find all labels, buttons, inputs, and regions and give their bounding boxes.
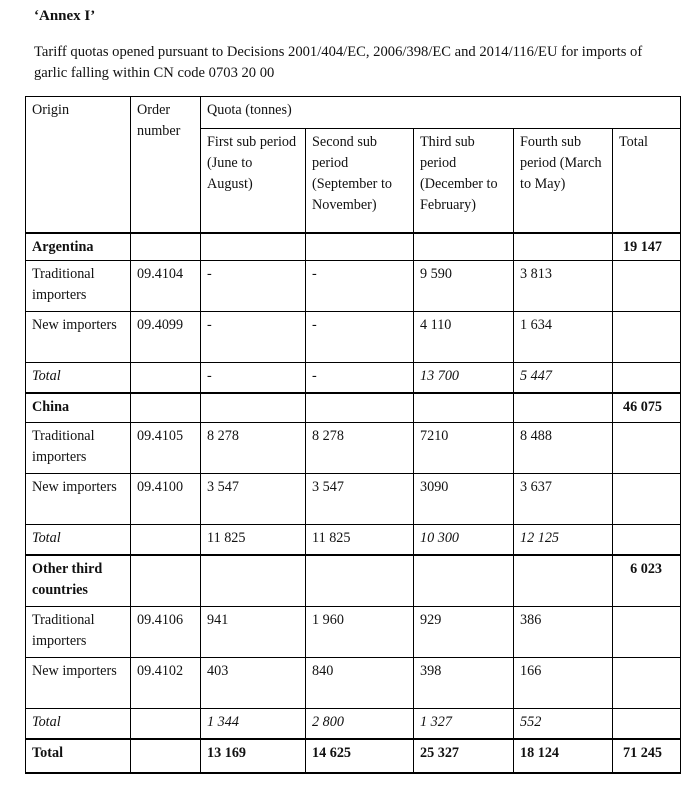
quota-q1: 941 [201, 607, 306, 658]
header-sub-period-3: Third sub period (December to February) [414, 129, 514, 233]
quota-q1: 3 547 [201, 474, 306, 525]
row-label: New importers [26, 474, 131, 525]
order-number: 09.4102 [131, 658, 201, 709]
subtotal-q2: 11 825 [306, 525, 414, 555]
subtotal-row [26, 363, 681, 393]
quota-q3: 7210 [414, 423, 514, 474]
quota-q4: 166 [514, 658, 613, 709]
subtotal-label: Total [26, 363, 131, 393]
header-sub-period-1: First sub period (June to August) [201, 129, 306, 233]
row-label: Traditional importers [26, 261, 131, 312]
grand-total-q2: 14 625 [306, 739, 414, 773]
quota-q4: 3 813 [514, 261, 613, 312]
quota-q4: 1 634 [514, 312, 613, 363]
quota-q4: 386 [514, 607, 613, 658]
subtotal-q1: 1 344 [201, 709, 306, 739]
quota-q1: 8 278 [201, 423, 306, 474]
subtotal-row [26, 709, 681, 739]
order-number: 09.4100 [131, 474, 201, 525]
quota-q3: 929 [414, 607, 514, 658]
subtotal-q2: 2 800 [306, 709, 414, 739]
group-origin: Other third countries [26, 555, 131, 607]
order-number: 09.4104 [131, 261, 201, 312]
quota-q2: 840 [306, 658, 414, 709]
quota-q2: 1 960 [306, 607, 414, 658]
header-sub-period-2: Second sub period (September to November) [306, 129, 414, 233]
subtotal-label: Total [26, 709, 131, 739]
group-total: 6 023 [613, 555, 681, 607]
header-origin: Origin [26, 97, 131, 233]
order-number: 09.4099 [131, 312, 201, 363]
group-row-argentina [26, 233, 681, 261]
row-label: New importers [26, 312, 131, 363]
quota-q1: - [201, 261, 306, 312]
quota-q1: 403 [201, 658, 306, 709]
table-row [26, 312, 681, 363]
table-row [26, 474, 681, 525]
quota-q4: 8 488 [514, 423, 613, 474]
quota-q3: 9 590 [414, 261, 514, 312]
quota-q4: 3 637 [514, 474, 613, 525]
grand-total-q3: 25 327 [414, 739, 514, 773]
grand-total-q4: 18 124 [514, 739, 613, 773]
subtotal-q1: - [201, 363, 306, 393]
group-row-china [26, 393, 681, 423]
subtotal-q4: 552 [514, 709, 613, 739]
group-origin: China [26, 393, 131, 423]
header-quota: Quota (tonnes) [201, 97, 681, 129]
quota-q3: 3090 [414, 474, 514, 525]
group-row-other-third-countries [26, 555, 681, 607]
group-total: 19 147 [613, 233, 681, 261]
header-total: Total [613, 129, 681, 233]
table-row [26, 607, 681, 658]
quota-q2: 8 278 [306, 423, 414, 474]
subtotal-q3: 10 300 [414, 525, 514, 555]
subtotal-q1: 11 825 [201, 525, 306, 555]
row-label: New importers [26, 658, 131, 709]
annex-heading: ‘Annex I’ [34, 8, 96, 24]
grand-total-q1: 13 169 [201, 739, 306, 773]
grand-total-value: 71 245 [613, 739, 681, 773]
grand-total-label: Total [26, 739, 131, 773]
quota-q3: 398 [414, 658, 514, 709]
table-row [26, 658, 681, 709]
quota-q1: - [201, 312, 306, 363]
intro-paragraph: Tariff quotas opened pursuant to Decisions 2001/404/EC, 2006/398/EC and 2014/116/EU for imports of garlic falling within CN code 0703 20 00 [34, 44, 643, 81]
row-label: Traditional importers [26, 607, 131, 658]
subtotal-q3: 13 700 [414, 363, 514, 393]
quota-q2: 3 547 [306, 474, 414, 525]
table-row [26, 261, 681, 312]
subtotal-row [26, 525, 681, 555]
header-sub-period-4: Fourth sub period (March to May) [514, 129, 613, 233]
subtotal-q3: 1 327 [414, 709, 514, 739]
group-origin: Argentina [26, 233, 131, 261]
quota-q3: 4 110 [414, 312, 514, 363]
row-label: Traditional importers [26, 423, 131, 474]
subtotal-q4: 5 447 [514, 363, 613, 393]
table-row [26, 423, 681, 474]
subtotal-label: Total [26, 525, 131, 555]
group-total: 46 075 [613, 393, 681, 423]
tariff-quota-table [25, 96, 681, 774]
subtotal-q4: 12 125 [514, 525, 613, 555]
order-number: 09.4105 [131, 423, 201, 474]
quota-q2: - [306, 261, 414, 312]
quota-q2: - [306, 312, 414, 363]
grand-total-row [26, 739, 681, 773]
subtotal-q2: - [306, 363, 414, 393]
order-number: 09.4106 [131, 607, 201, 658]
header-order-number: Order number [131, 97, 201, 233]
header-row-1 [26, 97, 681, 129]
